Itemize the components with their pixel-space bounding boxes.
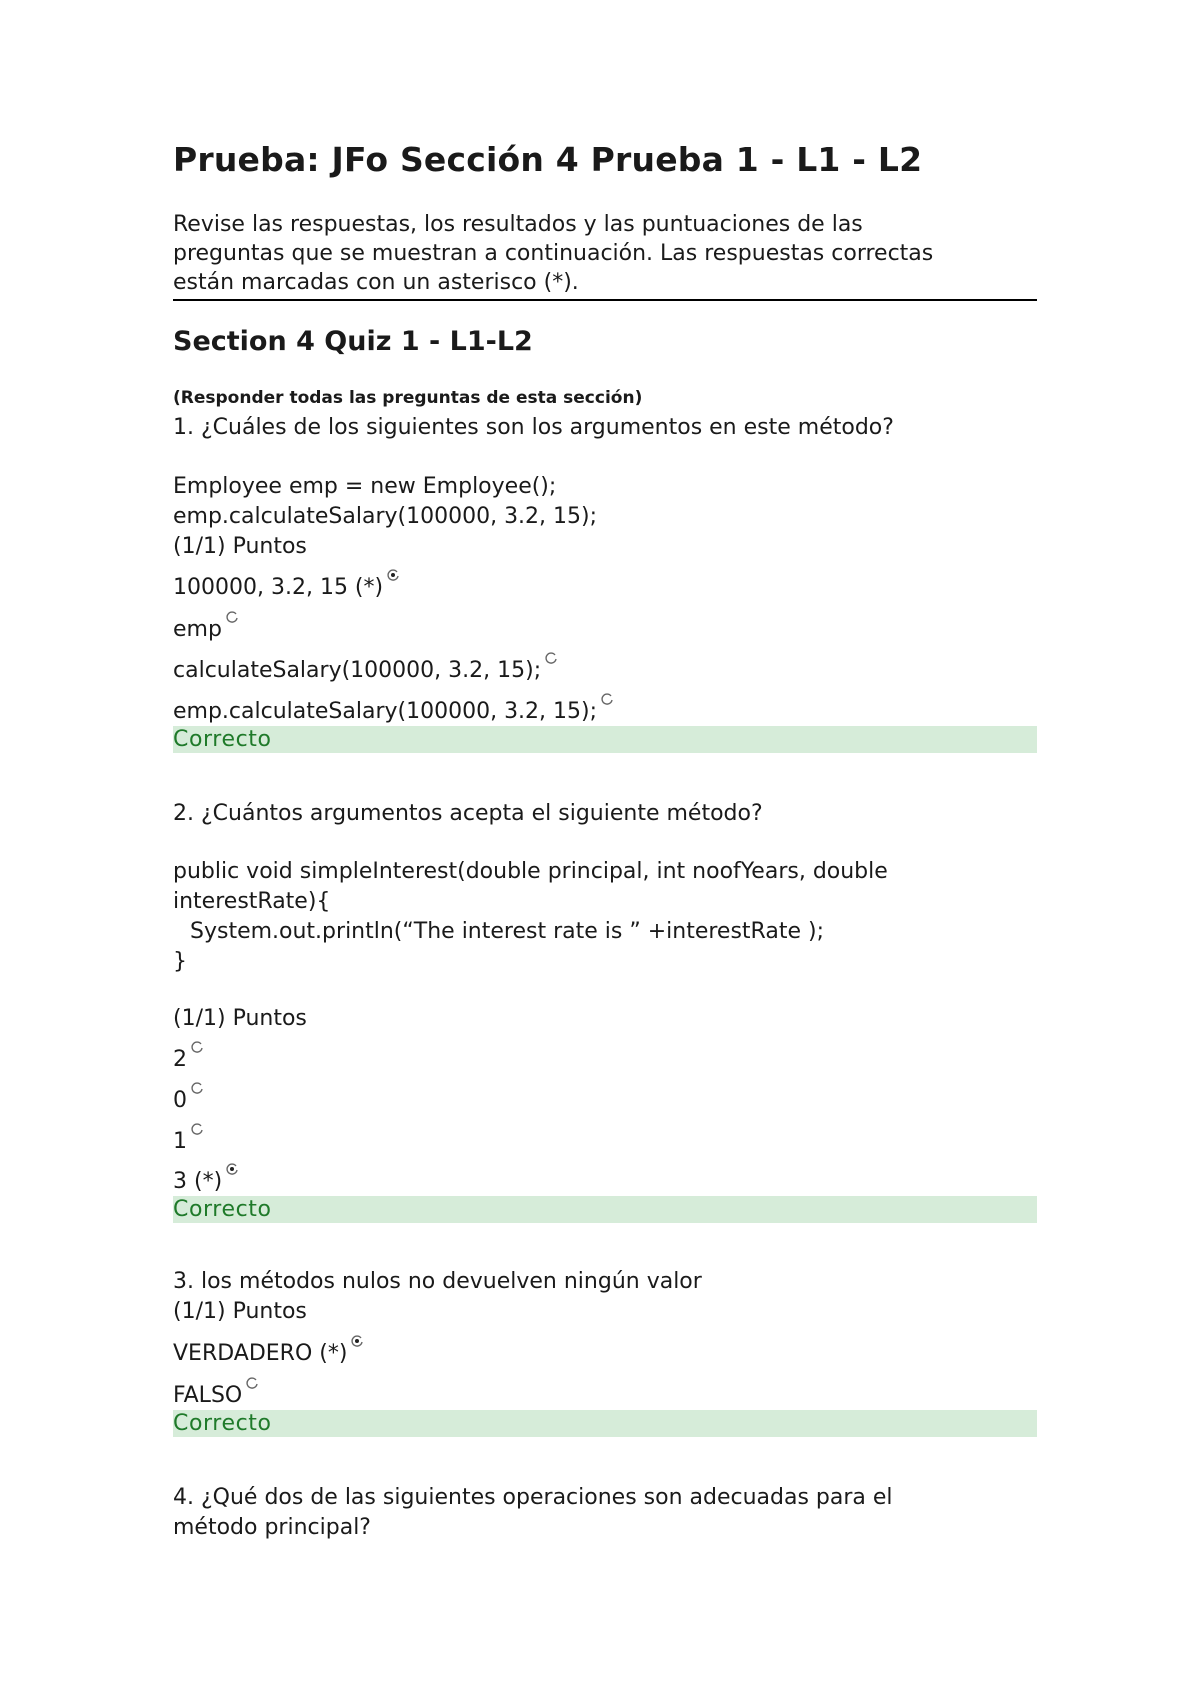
question-text: 4. ¿Qué dos de las siguientes operaciones son adecuadas para el xyxy=(173,1485,893,1510)
radio-selected-icon[interactable] xyxy=(225,1162,236,1173)
answer-option-label: 0 xyxy=(173,1088,187,1113)
question-code-line: interestRate){ xyxy=(173,889,331,914)
question-code-line: System.out.println(“The interest rate is ” +interestRate ); xyxy=(190,919,824,944)
feedback-correct: Correcto xyxy=(173,1410,1037,1437)
answer-option-label: 3 (*) xyxy=(173,1169,223,1194)
question-code-line: } xyxy=(173,949,187,974)
page-title: Prueba: JFo Sección 4 Prueba 1 - L1 - L2 xyxy=(173,140,923,179)
answer-option-label: 100000, 3.2, 15 (*) xyxy=(173,575,384,600)
intro-line: Revise las respuestas, los resultados y las puntuaciones de las xyxy=(173,212,863,237)
answer-option-label: VERDADERO (*) xyxy=(173,1341,348,1366)
radio-unselected-icon[interactable] xyxy=(245,1376,256,1387)
answer-option-label: emp xyxy=(173,617,222,642)
answer-option-label: 2 xyxy=(173,1047,187,1072)
answer-option-label: emp.calculateSalary(100000, 3.2, 15); xyxy=(173,699,598,724)
question-text: 1. ¿Cuáles de los siguientes son los argumentos en este método? xyxy=(173,415,894,440)
answer-option[interactable] xyxy=(173,657,555,685)
feedback-correct: Correcto xyxy=(173,726,1037,753)
answer-option[interactable] xyxy=(173,1168,236,1196)
radio-unselected-icon[interactable] xyxy=(544,651,555,662)
question-code-line: public void simpleInterest(double principal, int noofYears, double xyxy=(173,859,888,884)
answer-option[interactable] xyxy=(173,1087,201,1115)
question-text: método principal? xyxy=(173,1515,371,1540)
radio-unselected-icon[interactable] xyxy=(190,1122,201,1133)
answer-option-label: calculateSalary(100000, 3.2, 15); xyxy=(173,658,542,683)
question-points: (1/1) Puntos xyxy=(173,534,307,559)
answer-option-label: 1 xyxy=(173,1129,187,1154)
radio-unselected-icon[interactable] xyxy=(190,1040,201,1051)
intro-line: preguntas que se muestran a continuación. Las respuestas correctas xyxy=(173,241,934,266)
radio-unselected-icon[interactable] xyxy=(600,692,611,703)
question-points: (1/1) Puntos xyxy=(173,1299,307,1324)
answer-option[interactable] xyxy=(173,1382,256,1410)
question-text: 2. ¿Cuántos argumentos acepta el siguiente método? xyxy=(173,801,763,826)
radio-selected-icon[interactable] xyxy=(386,568,397,579)
question-code-line: Employee emp = new Employee(); xyxy=(173,474,557,499)
intro-line: están marcadas con un asterisco (*). xyxy=(173,270,579,295)
section-instruction: (Responder todas las preguntas de esta sección) xyxy=(173,388,643,408)
radio-unselected-icon[interactable] xyxy=(190,1081,201,1092)
answer-option[interactable] xyxy=(173,1128,201,1156)
answer-option[interactable] xyxy=(173,1340,361,1368)
question-points: (1/1) Puntos xyxy=(173,1006,307,1031)
section-title: Section 4 Quiz 1 - L1-L2 xyxy=(173,326,533,357)
question-code-line: emp.calculateSalary(100000, 3.2, 15); xyxy=(173,504,598,529)
answer-option[interactable] xyxy=(173,698,611,726)
answer-option[interactable] xyxy=(173,574,397,602)
answer-option[interactable] xyxy=(173,616,236,644)
intro-paragraph xyxy=(173,210,1037,301)
answer-option[interactable] xyxy=(173,1046,201,1074)
question-text: 3. los métodos nulos no devuelven ningún valor xyxy=(173,1269,702,1294)
feedback-correct: Correcto xyxy=(173,1196,1037,1223)
answer-option-label: FALSO xyxy=(173,1383,243,1408)
radio-selected-icon[interactable] xyxy=(350,1334,361,1345)
radio-unselected-icon[interactable] xyxy=(225,610,236,621)
